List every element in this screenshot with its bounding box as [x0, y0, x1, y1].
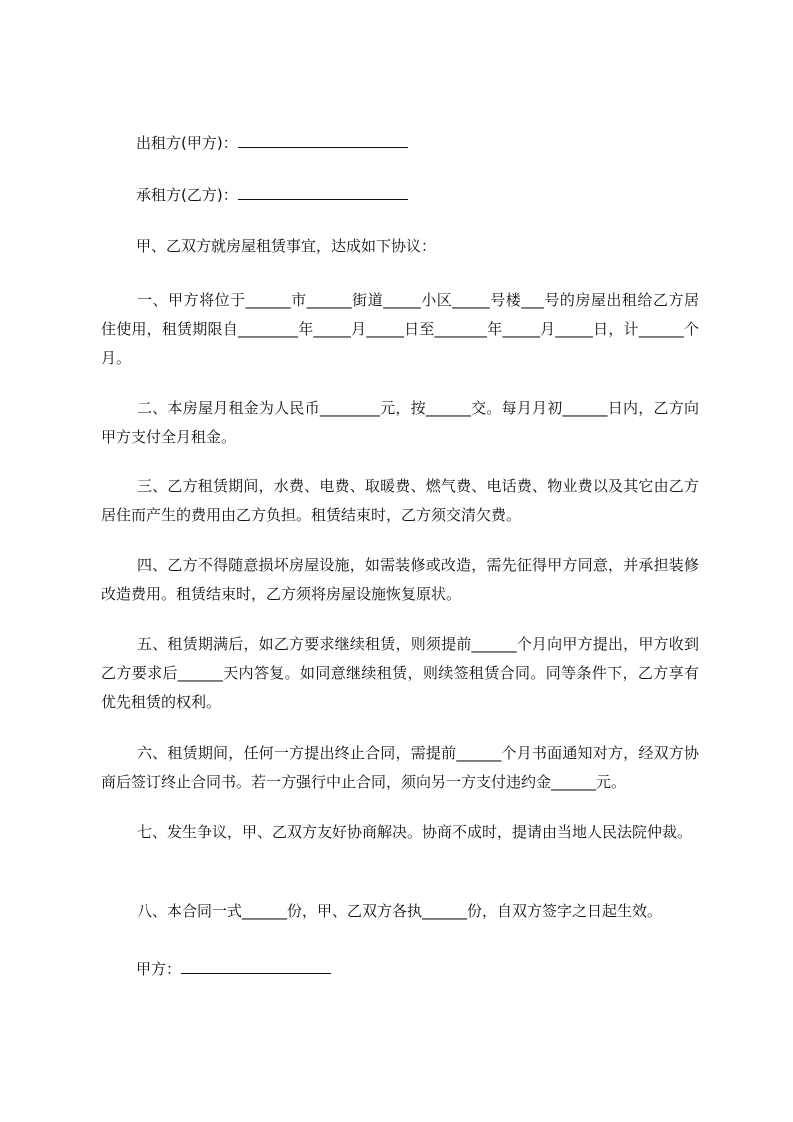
lessor-line	[136, 132, 408, 153]
lessor-name-blank	[238, 132, 408, 148]
lessor-label: 出租方(甲方)：	[136, 134, 238, 152]
clause-3: 三、乙方租赁期间，水费、电费、取暖费、燃气费、电话费、物业费以及其它由乙方居住而产生的费用由乙方负担。租赁结束时，乙方须交清欠费。	[101, 477, 699, 524]
party-a-sign-label: 甲方：	[136, 960, 182, 978]
lessee-label: 承租方(乙方)：	[136, 186, 238, 204]
lessee-name-blank	[238, 184, 408, 200]
clause-4: 四、乙方不得随意损坏房屋设施，如需装修或改造，需先征得甲方同意，并承担装修改造费用。租赁结束时，乙方须将房屋设施恢复原状。	[101, 556, 699, 603]
clause-6: 六、租赁期间，任何一方提出终止合同，需提前______个月书面通知对方，经双方协商后签订终止合同书。若一方强行中止合同，须向另一方支付违约金______元。	[101, 744, 699, 791]
clause-5: 五、租赁期满后，如乙方要求继续租赁，则须提前______个月向甲方提出，甲方收到乙方要求后______天内答复。如同意继续租赁，则续签租赁合同。同等条件下，乙方享有优先租赁的权利。	[101, 635, 699, 711]
clause-1: 一、甲方将位于______市______街道_____小区_____号楼___号的房屋出租给乙方居住使用，租赁期限自________年_____月_____日至_______年_____月_____日，计______个月。	[101, 291, 699, 367]
party-a-signature-line	[136, 958, 331, 979]
clause-2: 二、本房屋月租金为人民币________元，按______交。每月月初______日内，乙方向甲方支付全月租金。	[101, 399, 699, 446]
clause-8: 八、本合同一式______份，甲、乙双方各执______份，自双方签字之日起生效。	[137, 902, 663, 920]
party-a-sign-blank	[181, 958, 331, 974]
clause-7: 七、发生争议，甲、乙双方友好协商解决。协商不成时，提请由当地人民法院仲裁。	[137, 823, 693, 841]
preamble: 甲、乙双方就房屋租赁事宜，达成如下协议：	[136, 237, 437, 255]
lessee-line	[136, 184, 408, 205]
